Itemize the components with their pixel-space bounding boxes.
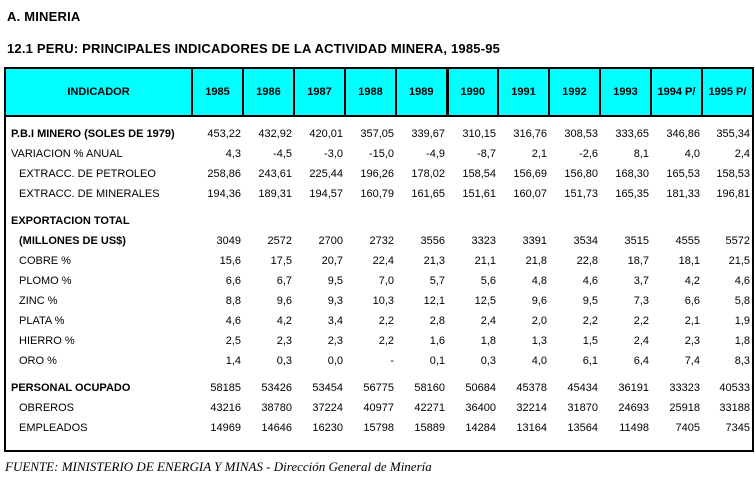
cell-value: 453,22: [207, 128, 241, 140]
cell-value: 0,3: [276, 355, 292, 367]
cell-value: 339,67: [411, 128, 445, 140]
cell-value: 357,05: [360, 128, 394, 140]
cell-value: 37224: [312, 402, 343, 414]
cell-value: 333,65: [615, 128, 649, 140]
cell-value: 31870: [567, 402, 598, 414]
cell-value: 3556: [420, 235, 445, 247]
cell-value: 420,01: [309, 128, 343, 140]
cell-value: 4555: [675, 235, 700, 247]
cell-value: 1,4: [225, 355, 241, 367]
cell-value: 1,3: [531, 335, 547, 347]
cell-value: 5,7: [429, 275, 445, 287]
cell-value: 1,5: [582, 335, 598, 347]
cell-value: 4,6: [582, 275, 598, 287]
table-header-row: [5, 68, 753, 116]
table-row: [5, 124, 753, 144]
cell-value: 58160: [414, 382, 445, 394]
cell-value: 6,6: [225, 275, 241, 287]
cell-value: 181,33: [666, 188, 700, 200]
cell-value: 2,4: [734, 148, 750, 160]
year-column-header: 1991: [498, 68, 549, 116]
cell-value: 432,92: [258, 128, 292, 140]
cell-value: 21,3: [423, 255, 445, 267]
cell-value: 310,15: [462, 128, 496, 140]
cell-value: 3049: [216, 235, 241, 247]
cell-value: 4,3: [225, 148, 241, 160]
cell-value: 9,3: [327, 295, 343, 307]
cell-value: 45434: [567, 382, 598, 394]
cell-value: 12,5: [474, 295, 496, 307]
cell-value: 33188: [719, 402, 750, 414]
year-column-header: 1990: [447, 68, 498, 116]
cell-value: 18,7: [627, 255, 649, 267]
cell-value: 9,6: [276, 295, 292, 307]
cell-value: 156,80: [564, 168, 598, 180]
cell-value: 4,6: [734, 275, 750, 287]
cell-value: 7,0: [378, 275, 394, 287]
year-column-header: 1994 P/: [651, 68, 702, 116]
cell-value: 168,30: [615, 168, 649, 180]
cell-value: 7,4: [684, 355, 700, 367]
cell-value: 2,3: [276, 335, 292, 347]
cell-value: 316,76: [513, 128, 547, 140]
year-column-header: 1993: [600, 68, 651, 116]
year-column-header: 1988: [345, 68, 396, 116]
cell-value: 14284: [465, 422, 496, 434]
cell-value: 3515: [624, 235, 649, 247]
cell-value: 13564: [567, 422, 598, 434]
cell-value: 194,57: [309, 188, 343, 200]
cell-value: 15798: [363, 422, 394, 434]
cell-value: [294, 211, 345, 231]
cell-value: 0,1: [429, 355, 445, 367]
table-row: [5, 164, 753, 184]
cell-value: 258,86: [207, 168, 241, 180]
cell-value: -4,5: [273, 148, 292, 160]
cell-value: 194,36: [207, 188, 241, 200]
table-row: [5, 311, 753, 331]
table-row: [5, 231, 753, 251]
spacer-cell: [5, 116, 753, 124]
year-column-header: 1987: [294, 68, 345, 116]
row-label: HIERRO %: [19, 335, 75, 347]
cell-value: [600, 211, 651, 231]
cell-value: 10,3: [372, 295, 394, 307]
row-label: EMPLEADOS: [19, 422, 88, 434]
table-row: [5, 378, 753, 398]
cell-value: 6,7: [276, 275, 292, 287]
cell-value: 2700: [318, 235, 343, 247]
cell-value: 160,07: [513, 188, 547, 200]
indicators-table: [4, 67, 754, 452]
row-label: VARIACION % ANUAL: [11, 148, 123, 160]
cell-value: 196,81: [716, 188, 750, 200]
cell-value: 21,5: [728, 255, 750, 267]
cell-value: 4,2: [684, 275, 700, 287]
spacer-cell: [5, 204, 753, 211]
row-label: OBREROS: [19, 402, 75, 414]
cell-value: 9,5: [582, 295, 598, 307]
cell-value: 165,53: [666, 168, 700, 180]
table-row: [5, 271, 753, 291]
cell-value: 2572: [267, 235, 292, 247]
spacer-row: [5, 116, 753, 124]
cell-value: 2,0: [531, 315, 547, 327]
row-label: PLATA %: [19, 315, 65, 327]
table-row: [5, 144, 753, 164]
cell-value: 8,8: [225, 295, 241, 307]
cell-value: 355,34: [716, 128, 750, 140]
cell-value: 196,26: [360, 168, 394, 180]
cell-value: 3,7: [633, 275, 649, 287]
cell-value: -8,7: [477, 148, 496, 160]
cell-value: -2,6: [579, 148, 598, 160]
cell-value: 156,69: [513, 168, 547, 180]
cell-value: 12,1: [423, 295, 445, 307]
cell-value: 7,3: [633, 295, 649, 307]
year-column-header: 1986: [243, 68, 294, 116]
cell-value: [243, 211, 294, 231]
cell-value: 0,3: [480, 355, 496, 367]
cell-value: 42271: [414, 402, 445, 414]
cell-value: [498, 211, 549, 231]
cell-value: [549, 211, 600, 231]
table-row: [5, 331, 753, 351]
cell-value: 4,2: [276, 315, 292, 327]
cell-value: 40977: [363, 402, 394, 414]
cell-value: 2732: [369, 235, 394, 247]
cell-value: -15,0: [368, 148, 394, 160]
cell-value: 24693: [618, 402, 649, 414]
cell-value: 2,8: [429, 315, 445, 327]
table-row: [5, 291, 753, 311]
cell-value: 14969: [210, 422, 241, 434]
row-label: EXPORTACION TOTAL: [11, 215, 130, 227]
source-note: FUENTE: MINISTERIO DE ENERGIA Y MINAS - Dirección General de Minería: [5, 459, 432, 474]
cell-value: 2,4: [633, 335, 649, 347]
cell-value: 1,8: [480, 335, 496, 347]
cell-value: 158,54: [462, 168, 496, 180]
spacer-row: [5, 438, 753, 451]
cell-value: 161,65: [411, 188, 445, 200]
row-label: EXTRACC. DE PETROLEO: [19, 168, 156, 180]
cell-value: 43216: [210, 402, 241, 414]
year-column-header: 1992: [549, 68, 600, 116]
table-row: [5, 184, 753, 204]
cell-value: 308,53: [564, 128, 598, 140]
cell-value: 2,4: [480, 315, 496, 327]
cell-value: 3534: [573, 235, 598, 247]
table-title: 12.1 PERU: PRINCIPALES INDICADORES DE LA ACTIVIDAD MINERA, 1985-95: [7, 41, 501, 56]
cell-value: 56775: [363, 382, 394, 394]
cell-value: 3391: [522, 235, 547, 247]
cell-value: 53426: [261, 382, 292, 394]
year-column-header: 1995 P/: [702, 68, 753, 116]
cell-value: 25918: [669, 402, 700, 414]
cell-value: [702, 211, 753, 231]
cell-value: 8,3: [734, 355, 750, 367]
cell-value: -3,0: [324, 148, 343, 160]
row-label: ORO %: [19, 355, 57, 367]
cell-value: -: [390, 355, 394, 367]
cell-value: 15,6: [219, 255, 241, 267]
cell-value: 2,1: [531, 148, 547, 160]
cell-value: -4,9: [426, 148, 445, 160]
cell-value: 151,61: [462, 188, 496, 200]
cell-value: 5,8: [734, 295, 750, 307]
cell-value: 20,7: [321, 255, 343, 267]
cell-value: 5,6: [480, 275, 496, 287]
cell-value: 5572: [725, 235, 750, 247]
cell-value: 17,5: [270, 255, 292, 267]
cell-value: 1,6: [429, 335, 445, 347]
cell-value: 22,8: [576, 255, 598, 267]
cell-value: 2,3: [327, 335, 343, 347]
cell-value: 32214: [516, 402, 547, 414]
cell-value: 14646: [261, 422, 292, 434]
cell-value: 1,8: [734, 335, 750, 347]
cell-value: 165,35: [615, 188, 649, 200]
cell-value: 7345: [725, 422, 750, 434]
cell-value: 1,9: [734, 315, 750, 327]
cell-value: [447, 211, 498, 231]
table-row: [5, 398, 753, 418]
cell-value: 6,4: [633, 355, 649, 367]
cell-value: 33323: [669, 382, 700, 394]
cell-value: 11498: [619, 422, 649, 434]
cell-value: 53454: [312, 382, 343, 394]
cell-value: 158,53: [716, 168, 750, 180]
cell-value: 21,8: [525, 255, 547, 267]
cell-value: 40533: [719, 382, 750, 394]
cell-value: 21,1: [474, 255, 496, 267]
cell-value: 4,6: [225, 315, 241, 327]
cell-value: 50684: [465, 382, 496, 394]
cell-value: 6,1: [582, 355, 598, 367]
cell-value: 0,0: [327, 355, 343, 367]
cell-value: 2,3: [684, 335, 700, 347]
row-label: EXTRACC. DE MINERALES: [19, 188, 160, 200]
row-label: PERSONAL OCUPADO: [11, 382, 131, 394]
cell-value: 6,6: [684, 295, 700, 307]
cell-value: 178,02: [411, 168, 445, 180]
cell-value: 9,5: [327, 275, 343, 287]
table-row: [5, 251, 753, 271]
cell-value: 3,4: [327, 315, 343, 327]
cell-value: 2,1: [684, 315, 700, 327]
cell-value: 2,2: [378, 315, 394, 327]
spacer-row: [5, 204, 753, 211]
cell-value: 16230: [312, 422, 343, 434]
table-row: [5, 211, 753, 231]
cell-value: [396, 211, 447, 231]
row-label: P.B.I MINERO (SOLES DE 1979): [11, 128, 175, 140]
table-body: [5, 116, 753, 451]
cell-value: 160,79: [360, 188, 394, 200]
row-label: PLOMO %: [19, 275, 72, 287]
spacer-row: [5, 371, 753, 378]
spacer-cell: [5, 438, 753, 451]
cell-value: 36400: [465, 402, 496, 414]
cell-value: 18,1: [678, 255, 700, 267]
spacer-cell: [5, 371, 753, 378]
year-column-header: 1985: [192, 68, 243, 116]
cell-value: [192, 211, 243, 231]
cell-value: 346,86: [666, 128, 700, 140]
row-label: COBRE %: [19, 255, 71, 267]
cell-value: 15889: [414, 422, 445, 434]
cell-value: 38780: [261, 402, 292, 414]
cell-value: 225,44: [309, 168, 343, 180]
table-row: [5, 418, 753, 438]
cell-value: 3323: [471, 235, 496, 247]
cell-value: 4,0: [684, 148, 700, 160]
cell-value: 8,1: [633, 148, 649, 160]
table-row: [5, 351, 753, 371]
cell-value: [651, 211, 702, 231]
row-label: (MILLONES DE US$): [19, 235, 126, 247]
cell-value: 4,8: [531, 275, 547, 287]
section-title: A. MINERIA: [7, 9, 81, 24]
cell-value: 4,0: [531, 355, 547, 367]
cell-value: 45378: [516, 382, 547, 394]
year-column-header: 1989: [396, 68, 447, 116]
cell-value: 13164: [516, 422, 547, 434]
cell-value: 189,31: [258, 188, 292, 200]
cell-value: 2,2: [378, 335, 394, 347]
cell-value: 9,6: [531, 295, 547, 307]
cell-value: 2,5: [225, 335, 241, 347]
cell-value: 22,4: [372, 255, 394, 267]
cell-value: 58185: [210, 382, 241, 394]
cell-value: 7405: [675, 422, 700, 434]
cell-value: 243,61: [258, 168, 292, 180]
cell-value: 2,2: [582, 315, 598, 327]
indicator-column-header: INDICADOR: [5, 68, 192, 116]
cell-value: 36191: [618, 382, 649, 394]
cell-value: 151,73: [564, 188, 598, 200]
cell-value: [345, 211, 396, 231]
table-row: [5, 68, 753, 116]
row-label: ZINC %: [19, 295, 58, 307]
cell-value: 2,2: [633, 315, 649, 327]
